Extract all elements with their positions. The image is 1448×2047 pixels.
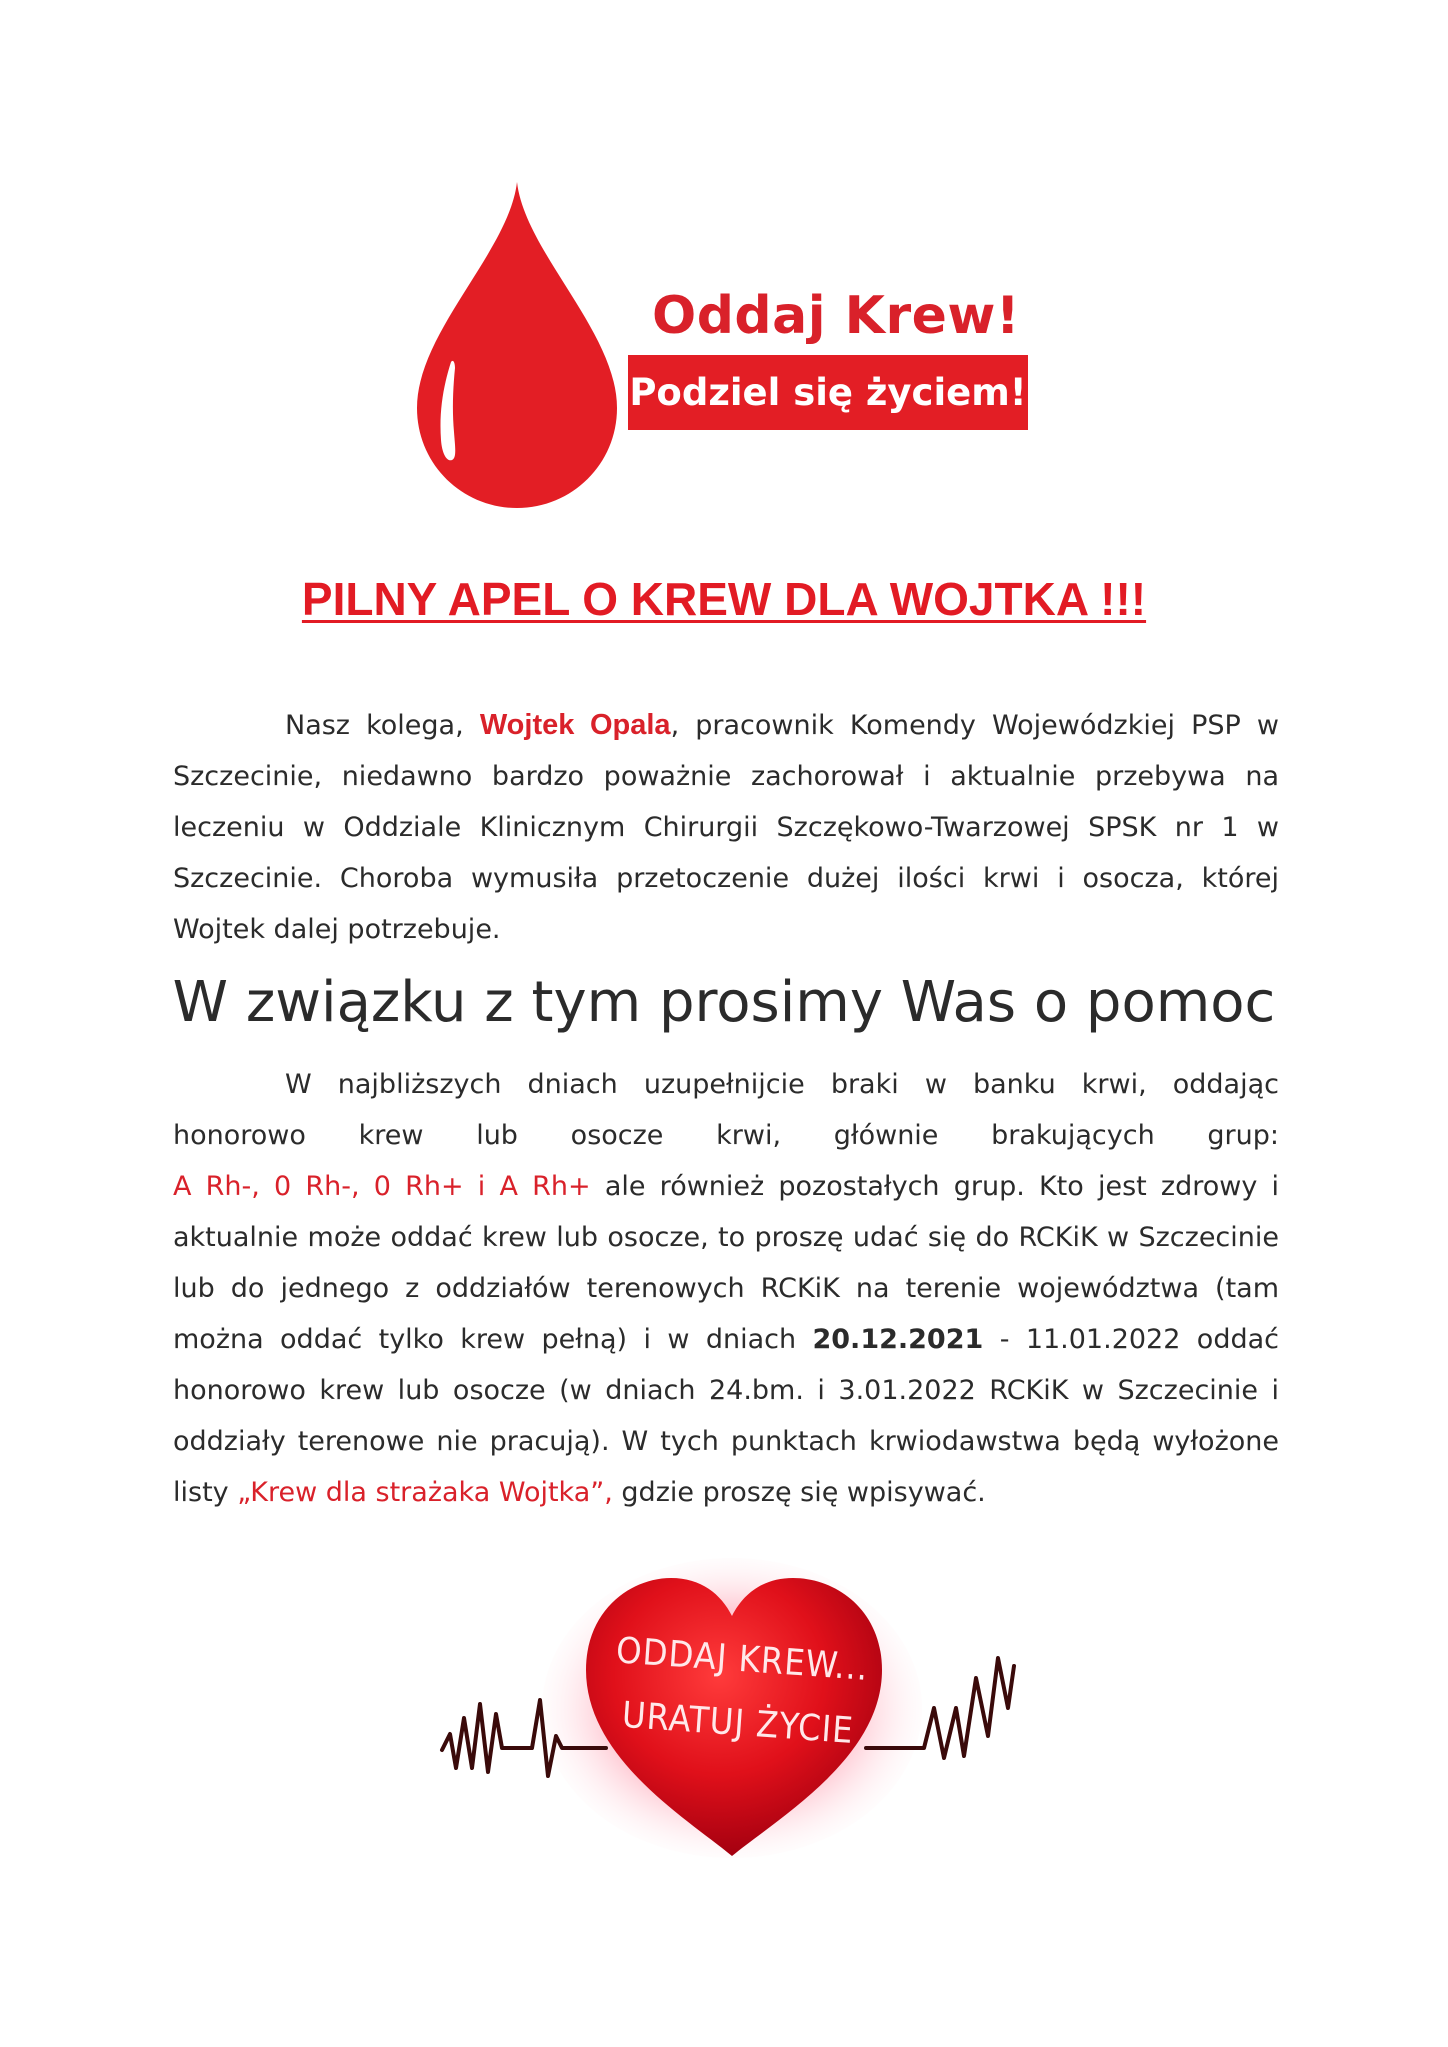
heart-caption-line1: ODDAJ KREW...: [614, 1630, 870, 1689]
appeal-part2: ale również pozostałych grup. Kto jest zdrowy i aktualnie może oddać krew lub osocze, to proszę udać się do RCKiK w Szczecinie lub do jednego z oddziałów terenowych RCKiK na terenie województwa (tam można oddać tylko krew pełną) i w dniach: [173, 1171, 1279, 1355]
appeal-part4: gdzie proszę się wpisywać.: [621, 1477, 986, 1508]
intro-paragraph: [173, 700, 1279, 955]
intro-after-name: , pracownik Komendy Wojewódzkiej PSP w Szczecinie, niedawno bardzo poważnie zachorował i aktualnie przebywa na leczeniu w Oddziale Klinicznym Chirurgii Szczękowo-Twarzowej SPSK nr 1 w Szczecinie. Choroba wymusiła przetoczenie dużej ilości krwi i osocza, której Wojtek dalej potrzebuje.: [173, 710, 1279, 945]
logo-title: Oddaj Krew!: [652, 286, 1021, 346]
list-name: „Krew dla strażaka Wojtka”,: [237, 1477, 613, 1508]
appeal-paragraph: [173, 1059, 1279, 1518]
heart-caption: [596, 1618, 884, 1765]
heart-caption-line2: URATUJ ŻYCIE: [620, 1694, 855, 1752]
logo-tagline-box: [628, 355, 1028, 430]
page-headline: PILNY APEL O KREW DLA WOJTKA !!!: [301, 573, 1147, 625]
logo-tagline: Podziel się życiem!: [629, 371, 1027, 414]
appeal-part3: - 11.01.2022 oddać honorowo krew lub osocze (w dniach 24.bm. i 3.01.2022 RCKiK w Szczecinie i oddziały terenowe nie pracują). W tych punktach krwiodawstwa będą wyłożone listy: [173, 1324, 1279, 1508]
subheading: W związku z tym prosimy Was o pomoc: [172, 970, 1276, 1035]
date-start: 20.12.2021: [812, 1324, 984, 1355]
blood-drop-icon: [417, 182, 617, 508]
blood-groups: A Rh-, 0 Rh-, 0 Rh+ i A Rh+: [173, 1171, 591, 1202]
intro-before-name: Nasz kolega,: [285, 710, 464, 741]
patient-name: Wojtek Opala: [479, 709, 671, 741]
appeal-part1: W najbliższych dniach uzupełnijcie braki w banku krwi, oddając honorowo krew lub osocze krwi, głównie brakujących grup:: [173, 1069, 1279, 1151]
